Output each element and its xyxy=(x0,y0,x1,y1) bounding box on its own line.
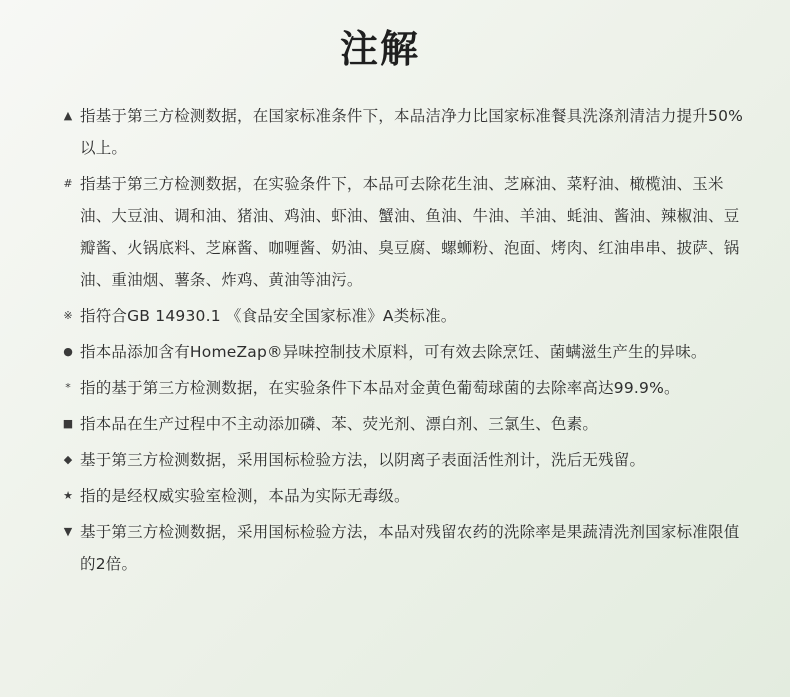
note-text: 指的是经权威实验室检测，本品为实际无毒级。 xyxy=(80,487,410,505)
star-icon: ★ xyxy=(63,489,73,502)
notes-list xyxy=(56,100,746,584)
note-item xyxy=(56,168,746,296)
triangle-up-icon: ▲ xyxy=(63,109,73,122)
note-text: 指本品在生产过程中不主动添加磷、苯、荧光剂、漂白剂、三氯生、色素。 xyxy=(80,415,599,433)
square-icon: ■ xyxy=(62,417,74,430)
page-title: 注解 xyxy=(339,27,420,71)
note-item xyxy=(56,480,746,512)
note-text: 基于第三方检测数据，采用国标检验方法，本品对残留农药的洗除率是果蔬清洗剂国家标准限值的2倍。 xyxy=(80,523,740,573)
bullet-icon: ● xyxy=(63,345,73,358)
note-text: 指基于第三方检测数据，在国家标准条件下，本品洁净力比国家标准餐具洗涤剂清洁力提升50%以上。 xyxy=(80,107,744,157)
asterisk-icon: * xyxy=(65,381,71,394)
note-item xyxy=(56,516,746,580)
note-item xyxy=(56,444,746,476)
note-item xyxy=(56,336,746,368)
note-text: 指符合GB 14930.1 《食品安全国家标准》A类标准。 xyxy=(80,307,457,325)
note-text: 指基于第三方检测数据，在实验条件下，本品可去除花生油、芝麻油、菜籽油、橄榄油、玉米油、大豆油、调和油、猪油、鸡油、虾油、蟹油、鱼油、牛油、羊油、蚝油、酱油、辣椒油、豆瓣酱、火锅底料、芝麻酱、咖喱酱、奶油、臭豆腐、螺蛳粉、泡面、烤肉、红油串串、披萨、锅油、重油烟、薯条、炸鸡、黄油等油污。 xyxy=(80,175,740,289)
note-item xyxy=(56,100,746,164)
note-item xyxy=(56,300,746,332)
reference-mark-icon: ※ xyxy=(63,309,73,322)
diamond-icon: ◆ xyxy=(63,453,73,466)
note-item xyxy=(56,408,746,440)
note-text: 指本品添加含有HomeZap®异味控制技术原料，可有效去除烹饪、菌螨滋生产生的异味。 xyxy=(80,343,707,361)
note-text: 指的基于第三方检测数据，在实验条件下本品对金黄色葡萄球菌的去除率高达99.9%。 xyxy=(80,379,680,397)
hash-icon: # xyxy=(63,177,73,190)
note-item xyxy=(56,372,746,404)
triangle-down-icon: ▼ xyxy=(63,525,73,538)
note-text: 基于第三方检测数据，采用国标检验方法，以阴离子表面活性剂计，洗后无残留。 xyxy=(80,451,646,469)
